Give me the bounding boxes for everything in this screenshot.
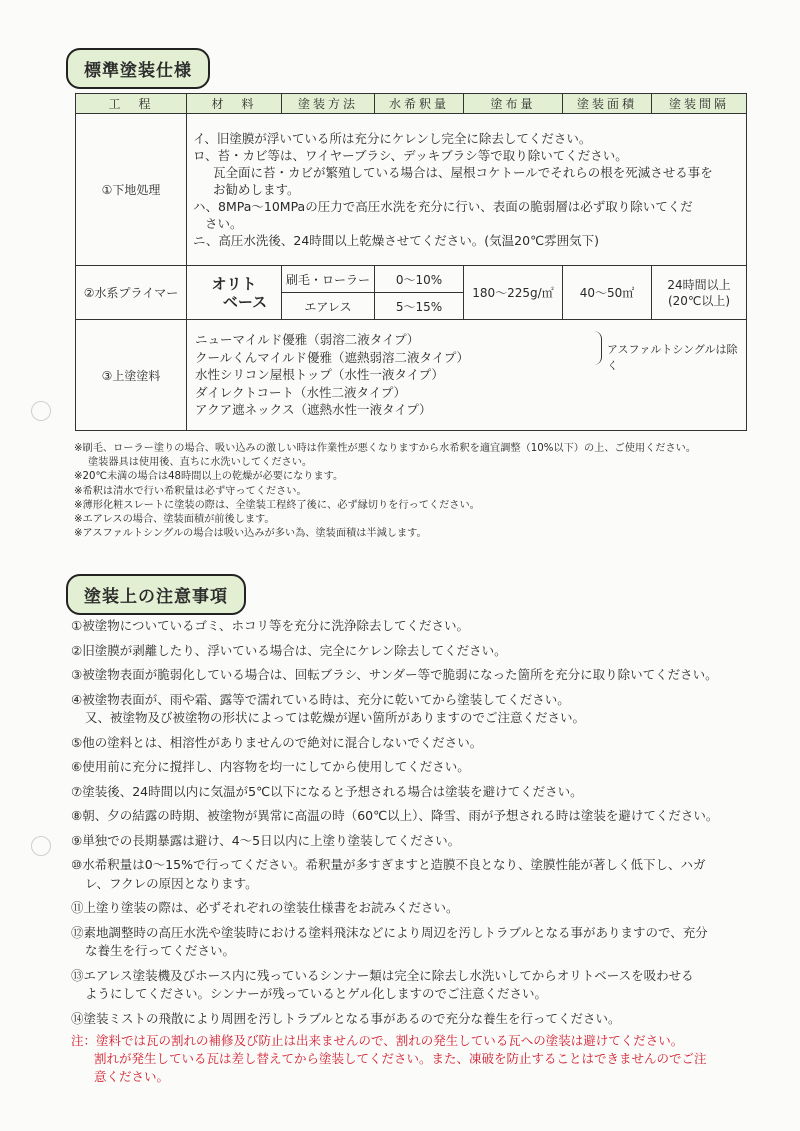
process-cell: ③上塗塗料 [76,320,187,431]
caution-item [71,967,751,1004]
caution-line: ⑪上塗り塗装の際は、必ずそれぞれの塗装仕様書をお読みください。 [71,900,459,915]
area-cell: 40～50㎡ [563,266,652,320]
warning-line: 注：塗料では瓦の割れの補修及び防止は出来ませんので、割れの発生している瓦への塗装は避けてください。 [71,1033,684,1048]
caution-line: ⑫素地調整時の高圧水洗や塗装時における塗料飛沫などにより周辺を汚しトラブルとなる事がありますので、充分 [71,924,708,940]
caution-line: ⑤他の塗料とは、相溶性がありませんので絶対に混合しないでください。 [71,734,483,750]
header-material: 材 料 [187,94,282,114]
caution-item [71,924,751,961]
pretreatment-line: ハ、8MPa～10MPaの圧力で高圧水洗を充分に行い、表面の脆弱層は必ず取り除いてくだ [193,199,693,214]
pretreatment-line: ニ、高圧水洗後、24時間以上乾燥させてください。(気温20℃雰囲気下) [193,233,599,248]
note-line: ※エアレスの場合、塗装面積が前後します。 [74,514,275,526]
pretreatment-line: イ、旧塗膜が浮いている所は充分にケレンし完全に除去してください。 [193,131,592,146]
header-method: 塗装方法 [282,94,375,114]
process-cell: ②水系プライマー [76,266,187,320]
caution-line: ⑦塗装後、24時間以内に気温が5℃以下になると予想される場合は塗装を避けてください。 [71,783,583,799]
table-row [76,320,747,431]
caution-item [71,691,751,728]
caution-line: ようにしてください。シンナーが残っているとゲル化しますのでご注意ください。 [85,986,547,1001]
caution-item [71,807,751,826]
dilution-cell: 0～10% [375,266,464,293]
caution-item [71,1010,751,1029]
caution-line: ③被塗物表面が脆弱化している場合は、回転ブラシ、サンダー等で脆弱になった箇所を充分に取り除いてください。 [71,667,718,682]
table-header-row [76,94,747,114]
caution-line: ⑬エアレス塗装機及びホース内に残っているシンナー類は完全に除去し水洗いしてからオリトベースを吸わせる [71,967,694,983]
caution-item [71,856,751,893]
pretreatment-line: ロ、苔・カビ等は、ワイヤーブラシ、デッキブラシ等で取り除いてください。 [193,148,628,163]
method-cell: 刷毛・ローラー [282,266,375,293]
brace-note: アスファルトシングルは除く [607,343,738,373]
spec-notes [74,442,764,541]
warning-line: 割れが発生している瓦は差し替えてから塗装してください。また、凍破を防止することはできませんのでご注 [94,1051,707,1066]
header-process: 工 程 [76,94,187,114]
pretreatment-line: 瓦全面に苔・カビが繁殖している場合は、屋根コケトールでそれらの根を死滅させる事を [213,165,713,180]
caution-line: ①被塗物についているゴミ、ホコリ等を充分に洗浄除去してください。 [71,618,469,633]
header-interval: 塗装間隔 [652,94,747,114]
warning-line: 意ください。 [94,1069,170,1084]
coverage-cell: 180～225g/㎡ [464,266,563,320]
method-cell: エアレス [282,293,375,320]
topcoat-wrap [187,327,746,423]
punch-hole-bottom [31,836,51,856]
caution-line: ⑭塗装ミストの飛散により周囲を汚しトラブルとなる事があるので充分な養生を行ってください。 [71,1010,621,1026]
brace-bracket [593,331,602,365]
note-line: 塗装器具は使用後、直ちに水洗いしてください。 [88,457,313,469]
pretreatment-line: さい。 [205,216,243,231]
caution-item [71,666,751,685]
interval-line2: (20℃以上) [667,293,731,308]
interval-line1: 24時間以上 [667,277,731,292]
caution-line: ②旧塗膜が剥離したり、浮いている場合は、完全にケレン除去してください。 [71,642,507,658]
topcoat-item: クールくんマイルド優雅（遮熱弱溶二液タイプ） [195,349,470,365]
process-cell: ①下地処理 [76,114,187,266]
topcoat-item: 水性シリコン屋根トップ（水性一液タイプ） [195,367,444,383]
material-name-line1: オリト [211,274,257,293]
note-line: ※刷毛、ローラー塗りの場合、吸い込みの激しい時は作業性が悪くなりますから水希釈を適宜調整（10%以下）の上、ご使用ください。 [74,443,697,454]
section-title-cautions: 塗装上の注意事項 [66,574,246,615]
pretreatment-cell [187,114,747,266]
caution-line: ④被塗物表面が、雨や霜、露等で濡れている時は、充分に乾いてから塗装してください。 [71,691,570,707]
header-coverage: 塗布量 [464,94,563,114]
note-line: ※希釈は清水で行い希釈量は必ず守ってください。 [74,485,307,497]
material-name-line2: ベース [222,292,268,311]
caution-line: ⑧朝、夕の結露の時期、被塗物が異常に高温の時（60℃以上）、降雪、雨が予想される時は塗装を避けてください。 [71,808,719,823]
pretreatment-line: お勧めします。 [213,182,300,197]
topcoat-item: ダイレクトコート（水性二液タイプ） [195,384,407,400]
topcoat-item: ニューマイルド優雅（弱溶二液タイプ） [195,332,420,348]
caution-item [71,783,751,802]
caution-item [71,758,751,777]
caution-line: な養生を行ってください。 [85,943,236,958]
header-area: 塗装面積 [563,94,652,114]
caution-line: レ、フクレの原因となります。 [85,875,258,891]
material-cell [187,266,282,320]
dilution-cell: 5～15% [375,293,464,320]
table-row [76,114,747,266]
caution-item [71,642,751,661]
topcoat-cell [187,320,747,431]
caution-list [71,617,751,1034]
spec-table [75,93,747,431]
caution-item [71,832,751,851]
final-warning [71,1032,761,1086]
caution-line: 又、被塗物及び被塗物の形状によっては乾燥が遅い箇所がありますのでご注意ください。 [85,710,586,725]
table-row [76,266,747,293]
caution-item [71,899,751,918]
caution-line: ⑩水希釈量は0～15%で行ってください。希釈量が多すぎますと造膜不良となり、塗膜性能が著しく低下し、ハガ [71,857,706,872]
note-line: ※20℃未満の場合は48時間以上の乾燥が必要になります。 [74,471,344,483]
caution-item [71,617,751,636]
interval-cell [652,266,747,320]
caution-line: ⑥使用前に充分に撹拌し、内容物を均一にしてから使用してください。 [71,759,470,774]
caution-line: ⑨単独での長期暴露は避け、4～5日以内に上塗り塗装してください。 [71,832,461,848]
caution-item [71,734,751,753]
header-dilution: 水希釈量 [375,94,464,114]
note-line: ※薄形化粧スレートに塗装の際は、全塗装工程終了後に、必ず縁切りを行ってください。 [74,499,480,511]
section-title-standard-spec: 標準塗装仕様 [66,48,210,89]
topcoat-item: アクア遮ネックス（遮熱水性一液タイプ） [195,402,432,418]
note-line: ※アスファルトシングルの場合は吸い込みが多い為、塗装面積は半減します。 [74,528,427,540]
punch-hole-top [31,401,51,421]
